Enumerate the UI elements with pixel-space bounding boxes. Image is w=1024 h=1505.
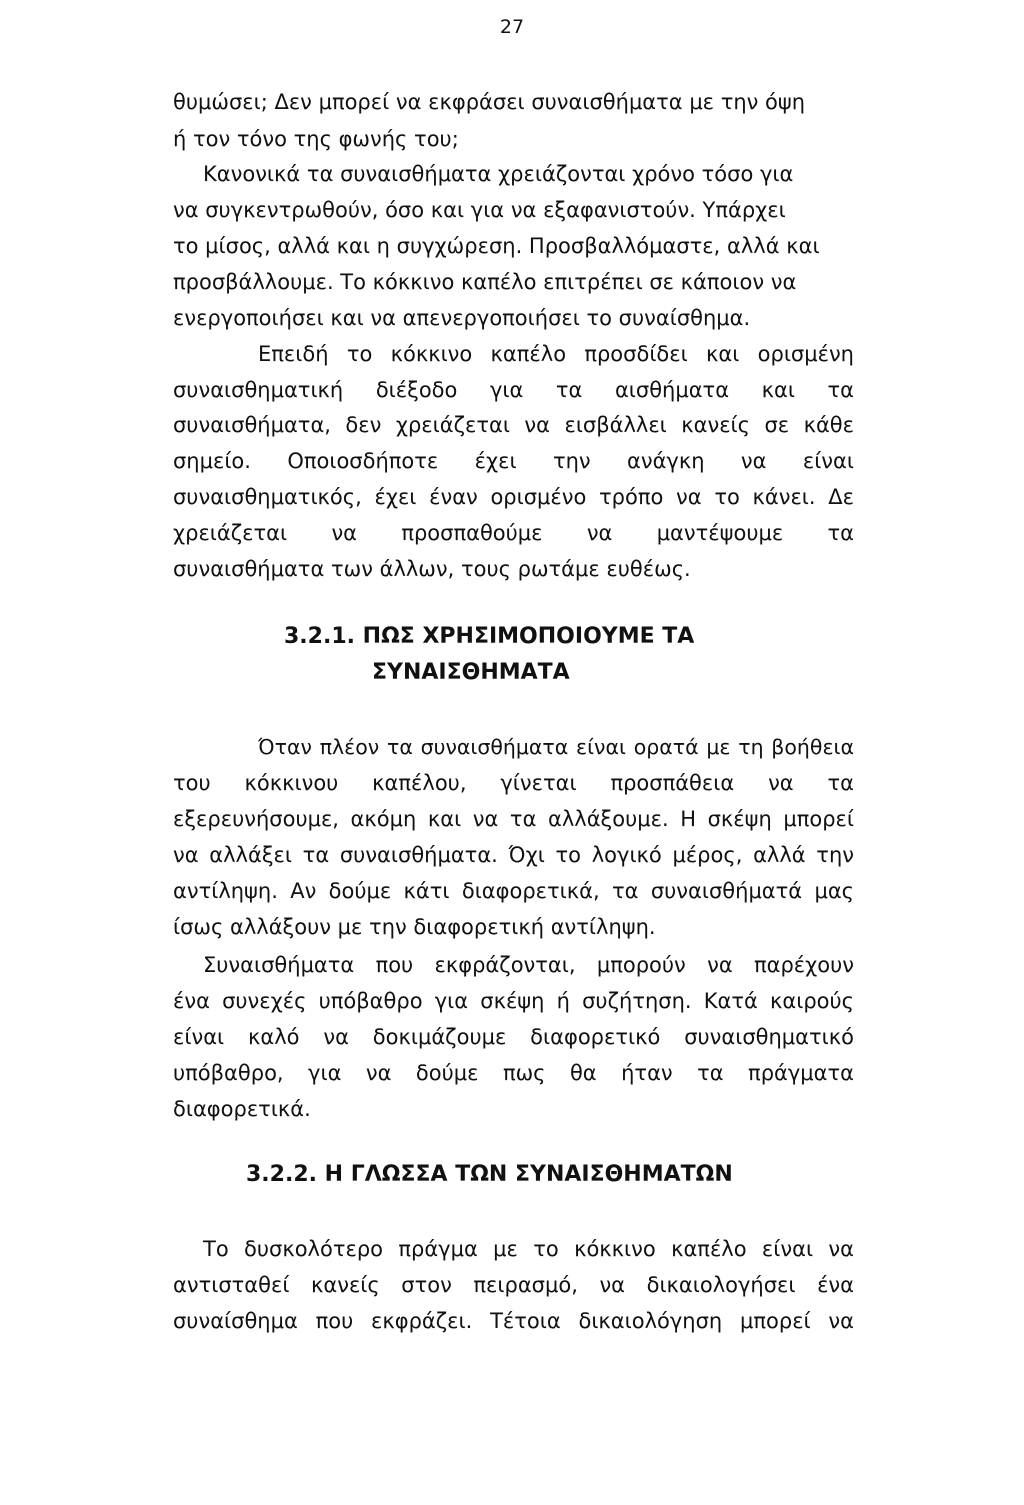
- text-line: Επειδή το κόκκινο καπέλο προσδίδει και ορισμένη: [258, 342, 854, 366]
- text-line: σημείο. Οποιοσδήποτε έχει την ανάγκη να είναι: [173, 449, 854, 473]
- text-line: συναισθηματική διέξοδο για τα αισθήματα και τα: [173, 378, 854, 402]
- heading-line: ΣΥΝΑΙΣΘΗΜΑΤΑ: [372, 660, 570, 685]
- text-line: Κανονικά τα συναισθήματα χρειάζονται χρόνο τόσο για: [203, 162, 794, 186]
- text-line: Όταν πλέον τα συναισθήματα είναι ορατά με τη βοήθεια: [258, 735, 854, 759]
- text-line: συναισθήματα των άλλων, τους ρωτάμε ευθέως.: [173, 557, 691, 581]
- text-line: ίσως αλλάξουν με την διαφορετική αντίληψη.: [173, 915, 656, 939]
- text-line: συναισθηματικός, έχει έναν ορισμένο τρόπο να το κάνει. Δε: [173, 485, 854, 509]
- text-line: Συναισθήματα που εκφράζονται, μπορούν να παρέχουν: [203, 953, 854, 977]
- text-line: ένα συνεχές υπόβαθρο για σκέψη ή συζήτηση. Κατά καιρούς: [173, 989, 854, 1013]
- text-line: ή τον τόνο της φωνής του;: [173, 127, 459, 151]
- text-line: εξερευνήσουμε, ακόμη και να τα αλλάξουμε. Η σκέψη μπορεί: [173, 807, 854, 831]
- text-line: διαφορετικά.: [173, 1097, 311, 1121]
- text-line: προσβάλλουμε. Το κόκκινο καπέλο επιτρέπει σε κάποιον να: [173, 270, 797, 294]
- text-line: ενεργοποιήσει και να απενεργοποιήσει το συναίσθημα.: [173, 306, 751, 330]
- text-line: αντίληψη. Αν δούμε κάτι διαφορετικά, τα συναισθήματά μας: [173, 879, 854, 903]
- section-heading-3-2-2: 3.2.2. Η ΓΛΩΣΣΑ ΤΩΝ ΣΥΝΑΙΣΘΗΜΑΤΩΝ: [246, 1162, 733, 1187]
- text-line: υπόβαθρο, για να δούμε πως θα ήταν τα πράγματα: [173, 1061, 854, 1085]
- text-line: είναι καλό να δοκιμάζουμε διαφορετικό συναισθηματικό: [173, 1025, 854, 1049]
- text-line: το μίσος, αλλά και η συγχώρεση. Προσβαλλόμαστε, αλλά και: [173, 234, 820, 258]
- text-line: Το δυσκολότερο πράγμα με το κόκκινο καπέλο είναι να: [203, 1237, 854, 1261]
- text-line: να συγκεντρωθούν, όσο και για να εξαφανιστούν. Υπάρχει: [173, 198, 786, 222]
- heading-line: 3.2.1. ΠΩΣ ΧΡΗΣΙΜΟΠΟΙΟΥΜΕ ΤΑ: [284, 624, 695, 649]
- text-line: συναισθήματα, δεν χρειάζεται να εισβάλλει κανείς σε κάθε: [173, 413, 854, 437]
- text-line: συναίσθημα που εκφράζει. Τέτοια δικαιολόγηση μπορεί να: [173, 1309, 854, 1333]
- text-line: να αλλάξει τα συναισθήματα. Όχι το λογικό μέρος, αλλά την: [173, 843, 854, 867]
- text-line: θυμώσει; Δεν μπορεί να εκφράσει συναισθήματα με την όψη: [173, 90, 806, 114]
- text-line: του κόκκινου καπέλου, γίνεται προσπάθεια να τα: [173, 771, 854, 795]
- text-line: αντισταθεί κανείς στον πειρασμό, να δικαιολογήσει ένα: [173, 1273, 854, 1297]
- text-line: χρειάζεται να προσπαθούμε να μαντέψουμε τα: [173, 521, 854, 545]
- page-number: 27: [499, 16, 525, 38]
